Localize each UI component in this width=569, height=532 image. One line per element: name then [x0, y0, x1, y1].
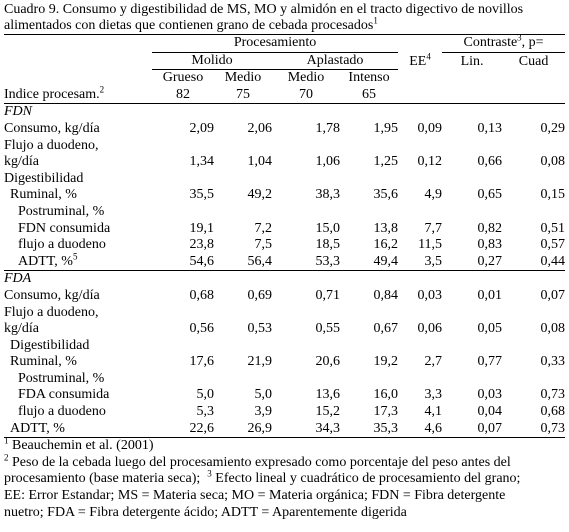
- table-row: FDN consumida 19,1 7,2 15,0 13,8 7,7 0,82 0,51: [18, 220, 566, 236]
- caption-line-2: alimentados con dietas que contienen grano de cebada procesados$^1$: [4, 15, 378, 33]
- header-aplastado: Aplastado: [272, 53, 398, 71]
- table-row: FDA consumida 5,0 5,0 13,6 16,0 3,3 0,03 0,73: [18, 387, 566, 403]
- section-row-fdn: [4, 104, 565, 121]
- section-row-fda: [4, 271, 565, 288]
- footnote-abbrev-2: nuetro; FDA = Fibra detergente ácido; ADTT = Aparentemente digerida: [4, 504, 407, 520]
- table-row: Postruminal, %: [18, 203, 105, 219]
- table-row: ADTT, % 22,6 26,9 34,3 35,3 4,6 0,07 0,73: [10, 420, 566, 436]
- table-row: ADTT, %$^5$ 54,6 56,4 53,3 49,4 3,5 0,27 0,44: [18, 251, 566, 269]
- header-lin: Lin.: [460, 53, 484, 69]
- header-row-indice: [4, 87, 565, 104]
- table-row: Digestibilidad: [10, 337, 90, 353]
- footnote-2: $^2$ Peso de la cebada luego del procesamiento expresado como porcentaje del peso antes del: [4, 452, 511, 470]
- header-row-1: [4, 35, 565, 53]
- table-row: flujo a duodeno 23,8 7,5 18,5 16,2 11,5 0,83 0,57: [18, 237, 566, 253]
- table-caption: [4, 2, 565, 34]
- header-grueso: Grueso: [162, 70, 204, 86]
- table-row: kg/día 1,34 1,04 1,06 1,25 0,12 0,66 0,08: [4, 154, 566, 170]
- table-row: Flujo a duodeno,: [4, 137, 99, 153]
- section-title-fda: FDA: [4, 271, 152, 288]
- table-row: flujo a duodeno 5,3 3,9 15,2 17,3 4,1 0,04 0,68: [18, 404, 566, 420]
- caption-line-1: Cuadro 9. Consumo y digestibilidad de MS, MO y almidón en el tracto digectivo de novillos: [4, 2, 524, 17]
- header-contraste: Contraste$^3$, p=: [442, 35, 565, 53]
- table-row: Consumo, kg/día 0,68 0,69 0,71 0,84 0,03 0,01 0,07: [4, 287, 566, 303]
- footnote-1: $^1$ Beauchemin et al. (2001): [4, 435, 154, 454]
- table-row: Flujo a duodeno,: [4, 304, 99, 320]
- indice-grueso: 82: [176, 86, 190, 102]
- header-molido: Molido: [152, 53, 272, 71]
- header-medio-molido: Medio: [224, 70, 262, 86]
- header-cuad: Cuad: [518, 53, 549, 69]
- footnote-abbrev-1: EE: Error Estandar; MS = Materia seca; MO = Materia orgánica; FDN = Fibra detergente: [4, 488, 506, 504]
- indice-intenso: 65: [362, 86, 377, 102]
- footnotes: [4, 437, 565, 521]
- header-intenso: Intenso: [348, 70, 390, 86]
- footnote-2-cont: procesamiento (base materia seca); $^3$ Efecto lineal y cuadrático de procesamiento del grano;: [4, 468, 521, 487]
- table-row: Postruminal, %: [18, 370, 105, 386]
- table-row: Digestibilidad: [4, 170, 84, 186]
- table-row: kg/día 0,56 0,53 0,55 0,67 0,06 0,05 0,08: [4, 321, 566, 337]
- table-row: Ruminal, % 17,6 21,9 20,6 19,2 2,7 0,77 0,33: [10, 354, 566, 370]
- table-row: Ruminal, % 35,5 49,2 38,3 35,6 4,9 0,65 0,15: [10, 187, 566, 203]
- header-procesamiento: Procesamiento: [152, 35, 398, 53]
- indice-medio-aplastado: 70: [299, 86, 313, 102]
- data-table: [4, 34, 565, 437]
- section-title-fdn: FDN: [4, 104, 152, 121]
- header-medio-aplastado: Medio: [287, 70, 325, 86]
- table-row: Consumo, kg/día 2,09 2,06 1,78 1,95 0,09 0,13 0,29: [4, 120, 566, 136]
- table-figure: [4, 2, 565, 521]
- header-ee: $EE^4$: [409, 50, 431, 69]
- indice-medio-molido: 75: [236, 86, 250, 102]
- header-row-2: [4, 53, 565, 71]
- header-row-3: [4, 70, 565, 87]
- indice-label: Indice procesam.$^2$: [4, 84, 105, 102]
